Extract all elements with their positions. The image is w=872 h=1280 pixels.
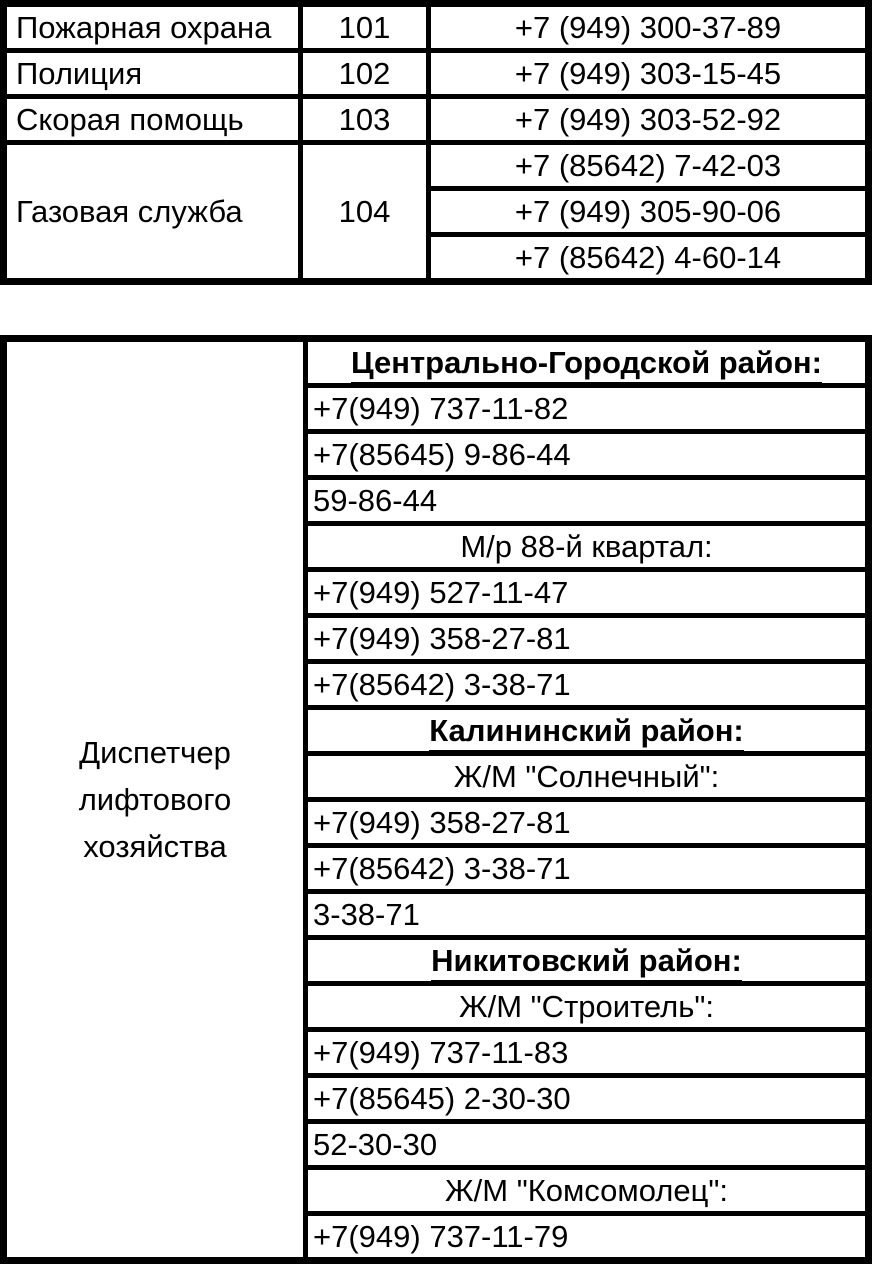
elevator-dispatcher-table [0,335,872,1264]
dispatcher-phone: +7(85645) 2-30-30 [306,1076,869,1122]
service-phone: +7 (949) 303-15-45 [429,51,869,97]
service-phone: +7 (85642) 7-42-03 [429,143,869,189]
emergency-services-table [0,0,872,285]
district-header [306,339,869,386]
service-name: Газовая служба [4,143,301,282]
service-code: 104 [301,143,429,282]
dispatcher-phone: +7(949) 737-11-82 [306,386,869,432]
service-name: Скорая помощь [4,97,301,143]
dispatcher-phone: +7(85645) 9-86-44 [306,432,869,478]
dispatcher-phone: 3-38-71 [306,892,869,938]
district-header [306,708,869,754]
district-header-text: Центрально-Городской район: [351,345,822,386]
service-name: Полиция [4,51,301,97]
area-header: Ж/М "Строитель": [306,984,869,1030]
table-row [4,4,869,51]
dispatcher-label-line: Диспетчер [79,735,231,770]
service-code: 101 [301,4,429,51]
service-phone: +7 (949) 305-90-06 [429,189,869,235]
dispatcher-label-line: хозяйства [83,829,227,864]
dispatcher-phone: +7(949) 358-27-81 [306,616,869,662]
dispatcher-phone: 52-30-30 [306,1122,869,1168]
table-row [4,51,869,97]
dispatcher-phone: +7(949) 737-11-83 [306,1030,869,1076]
service-phone: +7 (949) 303-52-92 [429,97,869,143]
service-phone: +7 (949) 300-37-89 [429,4,869,51]
dispatcher-phone: +7(949) 358-27-81 [306,800,869,846]
service-code: 103 [301,97,429,143]
dispatcher-phone: +7(949) 527-11-47 [306,570,869,616]
service-code: 102 [301,51,429,97]
district-header-text: Калининский район: [429,713,744,754]
service-name: Пожарная охрана [4,4,301,51]
table-row [4,339,869,386]
dispatcher-label [4,339,306,1261]
district-header [306,938,869,984]
table-row [4,97,869,143]
table-row [4,143,869,189]
dispatcher-phone: +7(85642) 3-38-71 [306,846,869,892]
dispatcher-label-line: лифтового [78,782,232,817]
district-header-text: Никитовский район: [431,943,742,984]
area-header: М/р 88-й квартал: [306,524,869,570]
area-header: Ж/М "Комсомолец": [306,1168,869,1214]
dispatcher-phone: 59-86-44 [306,478,869,524]
area-header: Ж/М "Солнечный": [306,754,869,800]
dispatcher-phone: +7(85642) 3-38-71 [306,662,869,708]
dispatcher-phone: +7(949) 737-11-79 [306,1214,869,1261]
service-phone: +7 (85642) 4-60-14 [429,235,869,282]
